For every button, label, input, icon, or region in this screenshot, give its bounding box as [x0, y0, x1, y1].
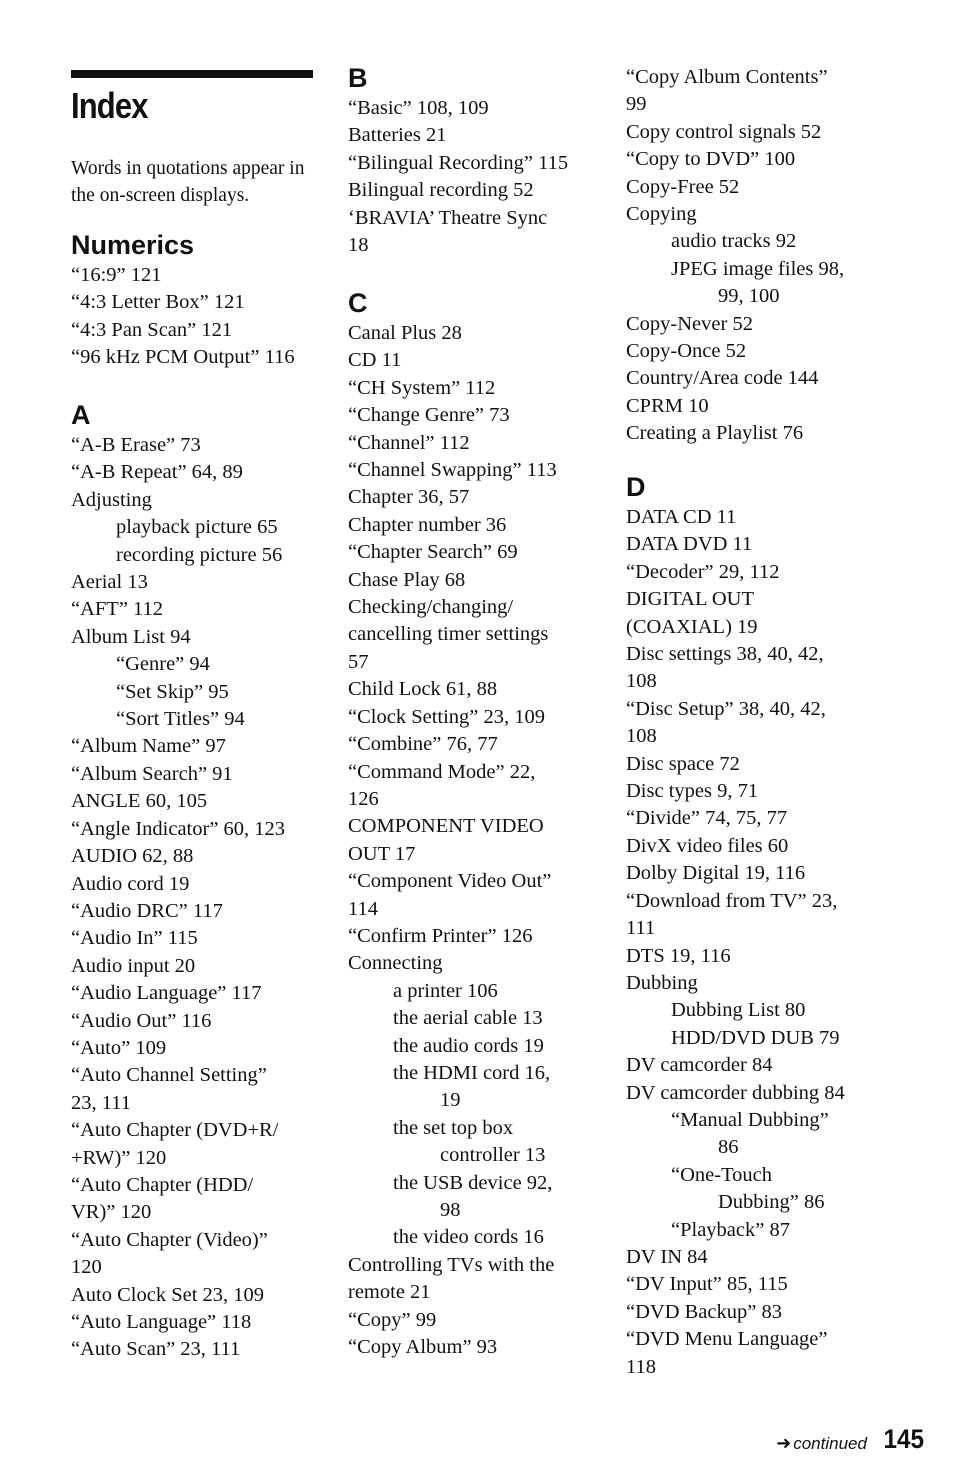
entry-text: Album List 94 [71, 625, 191, 648]
index-entry [626, 1271, 926, 1298]
index-entry [71, 1035, 321, 1062]
entry-continuation: OUT 17 [348, 842, 416, 865]
entry-text: “CH System” 112 [348, 376, 496, 399]
index-entry [348, 205, 610, 260]
entry-text: JPEG image files 98, [671, 257, 845, 280]
index-entry [71, 1172, 321, 1227]
index-entry [348, 457, 610, 484]
entry-text: “4:3 Letter Box” 121 [71, 291, 245, 314]
entry-text: Checking/changing/ [348, 596, 514, 619]
entry-text: COMPONENT VIDEO [348, 815, 544, 838]
entry-text: “Set Skip” 95 [116, 680, 229, 703]
index-entry [71, 596, 321, 623]
continued-label: continued [793, 1434, 867, 1453]
entry-continuation: 111 [626, 917, 656, 940]
entry-text: the audio cords 19 [393, 1034, 544, 1057]
index-entry [71, 898, 321, 925]
section-c-continued [626, 64, 926, 448]
entry-list [71, 432, 321, 1364]
index-entry [348, 539, 610, 566]
entry-text: “Album Search” 91 [71, 762, 233, 785]
section-b [348, 61, 610, 259]
entry-text: Creating a Playlist 76 [626, 422, 804, 445]
entry-text: “Copy Album” 93 [348, 1336, 498, 1359]
entry-text: Dubbing [626, 971, 698, 994]
entry-text: DV IN 84 [626, 1245, 708, 1268]
section-heading: Numerics [71, 230, 195, 260]
entry-list [626, 64, 926, 448]
entry-text: Chapter 36, 57 [348, 486, 470, 509]
index-entry [626, 586, 926, 641]
entry-text: “Auto Channel Setting” [71, 1064, 267, 1087]
entry-list [348, 95, 610, 259]
index-subentry [348, 1115, 610, 1170]
entry-text: “Playback” 87 [671, 1218, 790, 1241]
index-entry [71, 733, 321, 760]
index-entry [71, 1336, 321, 1363]
index-entry [626, 778, 926, 805]
index-entry [626, 365, 926, 392]
index-entry [348, 567, 610, 594]
index-subentry [348, 1170, 610, 1225]
entry-text: audio tracks 92 [671, 230, 797, 253]
entry-text: “Combine” 76, 77 [348, 733, 498, 756]
index-entry [626, 943, 926, 970]
entry-text: “Genre” 94 [116, 653, 210, 676]
index-entry [71, 1227, 321, 1282]
index-subentry [71, 706, 321, 733]
entry-text: Batteries 21 [348, 124, 447, 147]
entry-text: Disc space 72 [626, 752, 740, 775]
entry-text: Copy control signals 52 [626, 120, 822, 143]
index-entry [626, 805, 926, 832]
index-entry [626, 833, 926, 860]
entry-text: DATA CD 11 [626, 506, 737, 528]
entry-continuation: 98 [440, 1199, 461, 1221]
entry-text: “Audio DRC” 117 [71, 899, 223, 922]
index-entry [348, 430, 610, 457]
index-entry [626, 119, 926, 146]
index-entry [71, 289, 321, 316]
index-entry [71, 262, 321, 289]
section-heading: C [348, 288, 368, 318]
index-entry [348, 676, 610, 703]
index-entry [626, 1299, 926, 1326]
entry-text: “DVD Menu Language” [626, 1328, 828, 1351]
index-entry [348, 731, 610, 758]
entry-continuation: 99 [626, 93, 647, 116]
entry-text: “Chapter Search” 69 [348, 541, 518, 564]
entry-text: “96 kHz PCM Output” 116 [71, 346, 295, 369]
entry-text: “Copy Album Contents” [626, 66, 828, 88]
entry-text: Disc settings 38, 40, 42, [626, 643, 824, 666]
index-entry [348, 347, 610, 374]
entry-text: “Sort Titles” 94 [116, 708, 245, 731]
index-subentry [626, 1162, 926, 1217]
section-d [626, 470, 926, 1381]
entry-text: “Divide” 74, 75, 77 [626, 807, 788, 830]
index-entry [71, 459, 321, 486]
index-entry [348, 402, 610, 429]
index-entry [348, 594, 610, 676]
entry-text: “Bilingual Recording” 115 [348, 151, 569, 174]
entry-text: Country/Area code 144 [626, 367, 819, 390]
index-entry [71, 1282, 321, 1309]
entry-text: “DVD Backup” 83 [626, 1300, 782, 1323]
index-entry [626, 559, 926, 586]
index-entry [348, 122, 610, 149]
index-subentry [626, 997, 926, 1024]
entry-text: DivX video files 60 [626, 834, 789, 857]
entry-text: “Download from TV” 23, [626, 889, 838, 912]
entry-text: “Component Video Out” [348, 870, 552, 893]
entry-text: “DV Input” 85, 115 [626, 1273, 788, 1296]
entry-text: “Command Mode” 22, [348, 760, 536, 783]
entry-text: Dubbing List 80 [671, 999, 806, 1022]
entry-continuation: (COAXIAL) 19 [626, 615, 758, 638]
index-entry [626, 696, 926, 751]
index-subentry [348, 1033, 610, 1060]
page-footer [776, 1424, 924, 1454]
entry-text: “Decoder” 29, 112 [626, 560, 780, 583]
entry-continuation: 118 [626, 1355, 656, 1378]
entry-text: Chapter number 36 [348, 513, 507, 536]
entry-text: Canal Plus 28 [348, 322, 462, 344]
section-heading: D [626, 472, 646, 502]
entry-continuation: 108 [626, 670, 657, 693]
entry-text: Dolby Digital 19, 116 [626, 862, 806, 885]
entry-continuation: controller 13 [440, 1144, 546, 1167]
index-entry [626, 504, 926, 531]
index-entry [348, 320, 610, 347]
entry-continuation: Dubbing” 86 [718, 1191, 825, 1214]
index-subentry [71, 514, 321, 541]
index-entry [626, 420, 926, 447]
index-entry [626, 641, 926, 696]
entry-continuation: 23, 111 [71, 1091, 131, 1114]
entry-continuation: remote 21 [348, 1281, 431, 1304]
entry-text: DV camcorder dubbing 84 [626, 1081, 845, 1104]
index-entry [71, 569, 321, 596]
entry-text: “Clock Setting” 23, 109 [348, 705, 546, 728]
entry-text: “Audio Out” 116 [71, 1009, 212, 1032]
entry-text: the aerial cable 13 [393, 1007, 543, 1030]
entry-text: “Angle Indicator” 60, 123 [71, 817, 286, 840]
entry-list [348, 320, 610, 1361]
index-entry [71, 1117, 321, 1172]
entry-text: the USB device 92, [393, 1171, 553, 1194]
index-entry [348, 1252, 610, 1307]
index-subentry [348, 978, 610, 1005]
entry-text: “Audio In” 115 [71, 927, 198, 950]
entry-continuation: 57 [348, 650, 369, 673]
entry-text: the HDMI cord 16, [393, 1061, 551, 1084]
entry-text: “4:3 Pan Scan” 121 [71, 318, 233, 341]
page-title: Index [71, 85, 148, 126]
index-subentry [348, 1224, 610, 1251]
index-entry [71, 317, 321, 344]
index-entry [626, 174, 926, 201]
index-subentry [626, 228, 926, 255]
entry-text: Copying [626, 203, 697, 226]
entry-text: CPRM 10 [626, 394, 709, 417]
index-entry [348, 150, 610, 177]
index-entry [348, 1334, 610, 1361]
index-entry [71, 925, 321, 952]
index-entry [348, 484, 610, 511]
entry-text: “Basic” 108, 109 [348, 97, 489, 119]
entry-text: recording picture 56 [116, 543, 283, 566]
index-subentry [71, 651, 321, 678]
entry-continuation: 19 [440, 1089, 461, 1112]
section-heading: A [71, 400, 91, 430]
entry-text: Controlling TVs with the [348, 1253, 555, 1276]
section-numerics [71, 228, 321, 372]
index-entry [626, 1052, 926, 1079]
entry-text: “Copy to DVD” 100 [626, 148, 796, 171]
entry-list [626, 504, 926, 1381]
entry-text: “Auto Language” 118 [71, 1311, 252, 1333]
index-entry [626, 888, 926, 943]
arrow-right-icon: ➜ [776, 1433, 792, 1454]
entry-text: ANGLE 60, 105 [71, 790, 208, 813]
entry-text: the set top box [393, 1116, 514, 1139]
entry-continuation: 120 [71, 1256, 102, 1279]
index-entry [348, 759, 610, 814]
entry-text: “Manual Dubbing” [671, 1108, 829, 1131]
entry-text: DIGITAL OUT [626, 588, 754, 611]
entry-text: a printer 106 [393, 979, 498, 1002]
entry-text: “Auto Chapter (HDD/ [71, 1173, 254, 1196]
index-entry [348, 512, 610, 539]
entry-continuation: 86 [718, 1136, 739, 1159]
entry-text: the video cords 16 [393, 1226, 544, 1249]
index-subentry [626, 1025, 926, 1052]
index-subentry [348, 1060, 610, 1115]
index-entry [348, 950, 610, 977]
entry-continuation: +RW)” 120 [71, 1146, 167, 1169]
index-entry [71, 487, 321, 514]
entry-text: “Audio Language” 117 [71, 982, 262, 1005]
entry-text: Copy-Never 52 [626, 312, 753, 335]
entry-text: Aerial 13 [71, 571, 148, 594]
index-entry [71, 980, 321, 1007]
index-entry [626, 531, 926, 558]
entry-text: CD 11 [348, 349, 402, 372]
index-entry [348, 1307, 610, 1334]
index-entry [626, 393, 926, 420]
entry-text: playback picture 65 [116, 516, 278, 539]
entry-continuation: 126 [348, 787, 379, 810]
index-entry [626, 64, 926, 119]
index-subentry [626, 1107, 926, 1162]
index-entry [71, 761, 321, 788]
entry-text: Adjusting [71, 488, 152, 511]
index-entry [348, 177, 610, 204]
index-entry [626, 201, 926, 228]
index-entry [71, 953, 321, 980]
intro-text: Words in quotations appear in the on-screen displays. [71, 158, 305, 206]
title-rule [71, 70, 313, 78]
section-c [348, 286, 610, 1361]
index-entry [626, 1080, 926, 1107]
index-entry [71, 432, 321, 459]
index-entry [71, 1062, 321, 1117]
entry-text: “AFT” 112 [71, 598, 164, 621]
index-subentry [626, 1217, 926, 1244]
index-entry [348, 704, 610, 731]
index-entry [626, 146, 926, 173]
entry-text: “Disc Setup” 38, 40, 42, [626, 697, 826, 720]
entry-continuation: 114 [348, 897, 378, 920]
entry-text: “Channel” 112 [348, 431, 470, 454]
index-entry [348, 375, 610, 402]
entry-text: DV camcorder 84 [626, 1054, 773, 1077]
entry-continuation: VR)” 120 [71, 1201, 152, 1224]
entry-text: “A-B Repeat” 64, 89 [71, 461, 243, 484]
entry-text: “Album Name” 97 [71, 735, 226, 758]
entry-continuation: 108 [626, 725, 657, 748]
entry-text: AUDIO 62, 88 [71, 845, 194, 868]
entry-text: Child Lock 61, 88 [348, 678, 498, 701]
entry-text: Audio cord 19 [71, 872, 190, 895]
entry-continuation: cancelling timer settings [348, 623, 549, 646]
section-heading: B [348, 63, 368, 93]
page-number: 145 [883, 1424, 924, 1454]
index-entry [71, 1309, 321, 1336]
entry-text: “Auto Chapter (Video)” [71, 1228, 268, 1251]
entry-text: “Auto Scan” 23, 111 [71, 1338, 241, 1361]
index-entry [71, 344, 321, 371]
index-entry [626, 338, 926, 365]
entry-text: Copy-Free 52 [626, 175, 740, 198]
index-entry [71, 816, 321, 843]
index-subentry [626, 256, 926, 311]
index-subentry [348, 1005, 610, 1032]
entry-text: “Auto” 109 [71, 1036, 167, 1059]
index-entry [71, 624, 321, 651]
entry-text: “Change Genre” 73 [348, 404, 510, 427]
index-entry [348, 868, 610, 923]
entry-continuation: 99, 100 [718, 285, 780, 308]
entry-text: Audio input 20 [71, 954, 196, 977]
entry-continuation: 18 [348, 234, 369, 257]
entry-text: Connecting [348, 952, 443, 975]
index-entry [626, 751, 926, 778]
section-a [71, 398, 321, 1364]
entry-text: Disc types 9, 71 [626, 780, 759, 803]
index-entry [71, 788, 321, 815]
entry-text: “16:9” 121 [71, 264, 162, 286]
index-entry [626, 311, 926, 338]
entry-text: Chase Play 68 [348, 568, 466, 591]
entry-text: “One-Touch [671, 1163, 773, 1186]
index-subentry [71, 679, 321, 706]
index-entry [348, 923, 610, 950]
index-entry [626, 1326, 926, 1381]
index-entry [626, 860, 926, 887]
entry-text: HDD/DVD DUB 79 [671, 1026, 840, 1049]
index-entry [71, 843, 321, 870]
entry-text: Copy-Once 52 [626, 340, 747, 363]
entry-text: “Channel Swapping” 113 [348, 459, 557, 482]
entry-text: “Confirm Printer” 126 [348, 924, 533, 947]
entry-text: DTS 19, 116 [626, 944, 731, 967]
entry-text: Auto Clock Set 23, 109 [71, 1283, 265, 1306]
index-entry [71, 871, 321, 898]
entry-text: Bilingual recording 52 [348, 179, 534, 202]
entry-list [71, 262, 321, 372]
index-entry [348, 813, 610, 868]
index-entry [71, 1008, 321, 1035]
entry-text: DATA DVD 11 [626, 533, 753, 556]
index-entry [348, 95, 610, 122]
index-subentry [71, 542, 321, 569]
entry-text: ‘BRAVIA’ Theatre Sync [348, 206, 548, 229]
index-entry [626, 1244, 926, 1271]
entry-text: “A-B Erase” 73 [71, 434, 201, 456]
index-entry [626, 970, 926, 997]
entry-text: “Copy” 99 [348, 1308, 437, 1331]
entry-text: “Auto Chapter (DVD+R/ [71, 1119, 279, 1142]
